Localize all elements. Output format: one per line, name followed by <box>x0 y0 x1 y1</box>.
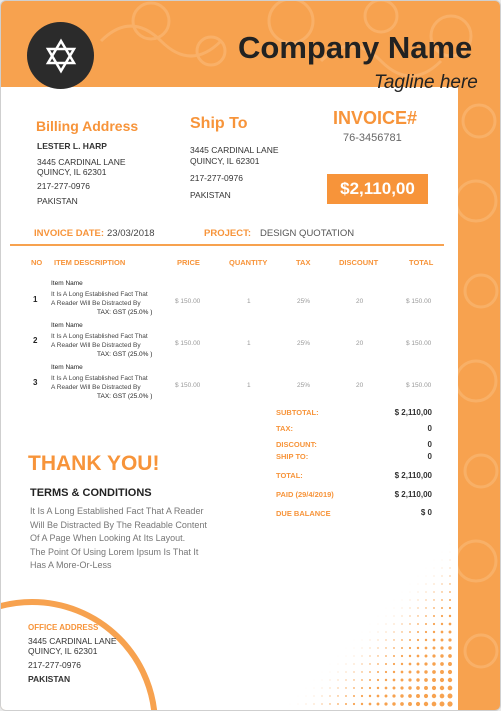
item-name: Item Name <box>51 364 83 371</box>
item-tax-note: TAX: GST (25.0% ) <box>97 393 153 400</box>
subtotal-label: SUBTOTAL: <box>276 408 319 417</box>
item-tax: 25% <box>297 382 311 389</box>
company-logo <box>27 22 94 89</box>
tax-label: TAX: <box>276 424 293 433</box>
terms-line: Will Be Distracted By The Readable Content <box>30 519 207 530</box>
ship-address-line1: 3445 CARDINAL LANE <box>190 145 279 155</box>
item-quantity: 1 <box>247 382 251 389</box>
item-price: $ 150.00 <box>175 382 201 389</box>
office-title: OFFICE ADDRESS <box>28 623 99 632</box>
item-tax-note: TAX: GST (25.0% ) <box>97 309 153 316</box>
office-address-line1: 3445 CARDINAL LANE <box>28 636 117 646</box>
discount-value: 0 <box>427 440 432 449</box>
terms-text <box>30 505 240 573</box>
item-tax: 25% <box>297 298 311 305</box>
ship-to-label: SHIP TO: <box>276 452 309 461</box>
item-desc-line2: A Reader Will Be Distracted By <box>51 342 141 349</box>
billing-name: LESTER L. HARP <box>37 141 107 151</box>
billing-country: PAKISTAN <box>37 196 78 206</box>
row-number: 3 <box>33 378 38 387</box>
invoice-date-label: INVOICE DATE: <box>34 228 105 239</box>
item-discount: 20 <box>356 298 364 305</box>
ship-country: PAKISTAN <box>190 190 231 200</box>
due-balance-value: $ 0 <box>420 508 432 517</box>
item-desc-line2: A Reader Will Be Distracted By <box>51 384 141 391</box>
office-country: PAKISTAN <box>28 674 71 684</box>
paid-label: PAID (29/4/2019) <box>276 490 334 499</box>
col-header-description: ITEM DESCRIPTION <box>54 258 126 267</box>
item-desc-line2: A Reader Will Be Distracted By <box>51 300 141 307</box>
item-discount: 20 <box>356 382 364 389</box>
billing-title: Billing Address <box>36 118 139 134</box>
ship-title: Ship To <box>190 115 248 132</box>
terms-line: The Point Of Using Lorem Ipsum Is That It <box>30 546 199 557</box>
col-header-price: PRICE <box>177 258 200 267</box>
item-total: $ 150.00 <box>406 382 432 389</box>
item-desc-line1: It Is A Long Established Fact That <box>51 291 148 298</box>
tax-value: 0 <box>427 424 432 433</box>
row-number: 2 <box>33 336 38 345</box>
project-label: PROJECT: <box>204 228 251 239</box>
col-header-discount: DISCOUNT <box>339 258 379 267</box>
col-header-tax: TAX <box>296 258 311 267</box>
item-quantity: 1 <box>247 340 251 347</box>
discount-label: DISCOUNT: <box>276 440 317 449</box>
item-price: $ 150.00 <box>175 298 201 305</box>
dot-pattern <box>278 540 458 710</box>
billing-address-line2: QUINCY, IL 62301 <box>37 167 107 177</box>
item-tax-note: TAX: GST (25.0% ) <box>97 351 153 358</box>
item-name: Item Name <box>51 280 83 287</box>
item-desc-line1: It Is A Long Established Fact That <box>51 333 148 340</box>
invoice-date-value: 23/03/2018 <box>107 228 155 239</box>
terms-line: Has A More-Or-Less <box>30 560 112 570</box>
ship-phone: 217-277-0976 <box>190 173 243 183</box>
col-header-quantity: QUANTITY <box>229 258 268 267</box>
item-total: $ 150.00 <box>406 340 432 347</box>
paid-value: $ 2,110,00 <box>394 490 432 499</box>
row-number: 1 <box>33 295 38 304</box>
item-discount: 20 <box>356 340 364 347</box>
divider <box>10 244 444 246</box>
due-balance-label: DUE BALANCE <box>276 509 331 518</box>
tagline: Tagline here <box>374 72 478 93</box>
item-total: $ 150.00 <box>406 298 432 305</box>
billing-phone: 217-277-0976 <box>37 181 90 191</box>
office-address-line2: QUINCY, IL 62301 <box>28 646 98 656</box>
ship-address-line2: QUINCY, IL 62301 <box>190 156 260 166</box>
thank-you-heading: THANK YOU! <box>28 452 160 475</box>
star-of-david-icon <box>43 38 79 74</box>
ship-to-value: 0 <box>427 452 432 461</box>
total-label: TOTAL: <box>276 471 303 480</box>
invoice-number: 76-3456781 <box>343 132 402 144</box>
item-price: $ 150.00 <box>175 340 201 347</box>
item-desc-line1: It Is A Long Established Fact That <box>51 375 148 382</box>
terms-title: TERMS & CONDITIONS <box>30 487 152 499</box>
invoice-amount: $2,110,00 <box>327 174 428 204</box>
col-header-no: NO <box>31 258 43 267</box>
col-header-total: TOTAL <box>409 258 434 267</box>
total-value: $ 2,110,00 <box>394 471 432 480</box>
project-value: DESIGN QUOTATION <box>260 228 355 239</box>
item-quantity: 1 <box>247 298 251 305</box>
terms-line: Of A Page When Looking At Its Layout. <box>30 533 186 543</box>
item-name: Item Name <box>51 322 83 329</box>
subtotal-value: $ 2,110,00 <box>394 408 432 417</box>
company-name: Company Name <box>238 30 473 65</box>
invoice-label: INVOICE# <box>333 108 418 128</box>
item-tax: 25% <box>297 340 311 347</box>
terms-line: It Is A Long Established Fact That A Reader <box>30 506 204 516</box>
office-phone: 217-277-0976 <box>28 660 81 670</box>
billing-address-line1: 3445 CARDINAL LANE <box>37 157 126 167</box>
